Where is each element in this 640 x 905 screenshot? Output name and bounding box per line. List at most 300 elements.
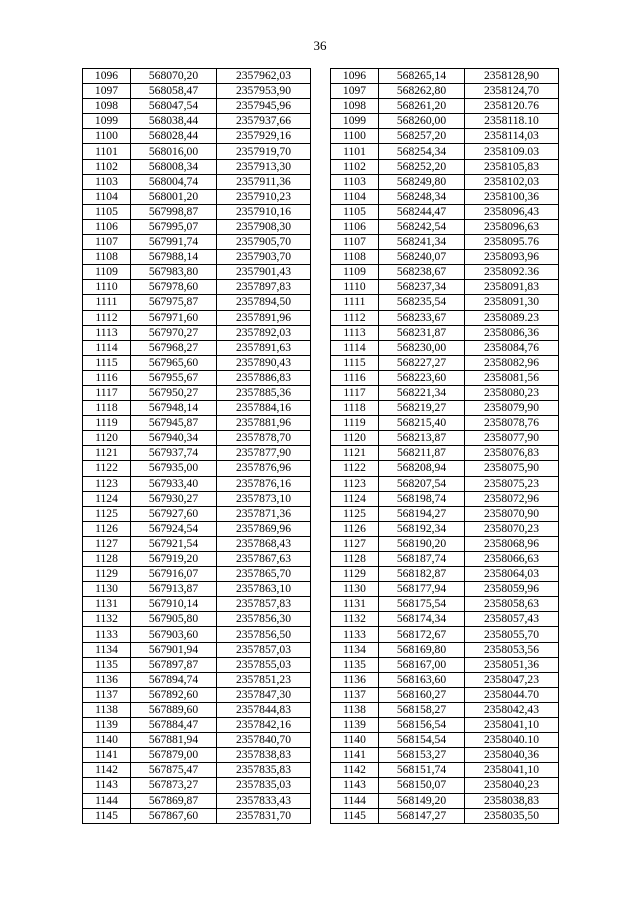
left-x-coordinate-cell: 567916,07 bbox=[131, 567, 217, 582]
table-row bbox=[83, 129, 559, 144]
table-row bbox=[83, 401, 559, 416]
table-row bbox=[83, 385, 559, 400]
column-gap bbox=[311, 280, 331, 295]
right-y-coordinate-cell: 2358105,83 bbox=[465, 159, 559, 174]
right-x-coordinate-cell: 568260,00 bbox=[379, 114, 465, 129]
column-gap bbox=[311, 687, 331, 702]
right-y-coordinate-cell: 2358041,10 bbox=[465, 763, 559, 778]
left-y-coordinate-cell: 2357876,96 bbox=[217, 461, 311, 476]
left-y-coordinate-cell: 2357891,63 bbox=[217, 340, 311, 355]
column-gap bbox=[311, 310, 331, 325]
right-y-coordinate-cell: 2358040,23 bbox=[465, 778, 559, 793]
right-x-coordinate-cell: 568154,54 bbox=[379, 733, 465, 748]
table-row bbox=[83, 280, 559, 295]
left-y-coordinate-cell: 2357884,16 bbox=[217, 401, 311, 416]
right-y-coordinate-cell: 2358092.36 bbox=[465, 265, 559, 280]
table-row bbox=[83, 778, 559, 793]
right-y-coordinate-cell: 2358066,63 bbox=[465, 552, 559, 567]
column-gap bbox=[311, 748, 331, 763]
table-row bbox=[83, 793, 559, 808]
table-row bbox=[83, 718, 559, 733]
left-point-number-cell: 1120 bbox=[83, 431, 131, 446]
left-x-coordinate-cell: 567869,87 bbox=[131, 793, 217, 808]
left-point-number-cell: 1137 bbox=[83, 687, 131, 702]
right-y-coordinate-cell: 2358058,63 bbox=[465, 597, 559, 612]
right-x-coordinate-cell: 568182,87 bbox=[379, 567, 465, 582]
right-y-coordinate-cell: 2358059,96 bbox=[465, 582, 559, 597]
right-y-coordinate-cell: 2358096,43 bbox=[465, 204, 559, 219]
right-x-coordinate-cell: 568172,67 bbox=[379, 627, 465, 642]
left-point-number-cell: 1109 bbox=[83, 265, 131, 280]
table-row bbox=[83, 552, 559, 567]
right-point-number-cell: 1145 bbox=[331, 808, 379, 823]
left-y-coordinate-cell: 2357857,83 bbox=[217, 597, 311, 612]
left-x-coordinate-cell: 567975,87 bbox=[131, 295, 217, 310]
right-x-coordinate-cell: 568190,20 bbox=[379, 536, 465, 551]
column-gap bbox=[311, 642, 331, 657]
left-point-number-cell: 1108 bbox=[83, 250, 131, 265]
right-y-coordinate-cell: 2358124,70 bbox=[465, 84, 559, 99]
left-x-coordinate-cell: 567897,87 bbox=[131, 657, 217, 672]
left-point-number-cell: 1105 bbox=[83, 204, 131, 219]
left-y-coordinate-cell: 2357868,43 bbox=[217, 536, 311, 551]
right-point-number-cell: 1142 bbox=[331, 763, 379, 778]
left-x-coordinate-cell: 567913,87 bbox=[131, 582, 217, 597]
right-y-coordinate-cell: 2358040,36 bbox=[465, 748, 559, 763]
right-x-coordinate-cell: 568231,87 bbox=[379, 325, 465, 340]
right-point-number-cell: 1104 bbox=[331, 189, 379, 204]
right-point-number-cell: 1141 bbox=[331, 748, 379, 763]
column-gap bbox=[311, 702, 331, 717]
right-point-number-cell: 1138 bbox=[331, 702, 379, 717]
left-y-coordinate-cell: 2357847,30 bbox=[217, 687, 311, 702]
left-y-coordinate-cell: 2357869,96 bbox=[217, 521, 311, 536]
left-y-coordinate-cell: 2357892,03 bbox=[217, 325, 311, 340]
column-gap bbox=[311, 793, 331, 808]
left-point-number-cell: 1133 bbox=[83, 627, 131, 642]
left-y-coordinate-cell: 2357885,36 bbox=[217, 385, 311, 400]
right-point-number-cell: 1140 bbox=[331, 733, 379, 748]
column-gap bbox=[311, 808, 331, 823]
left-y-coordinate-cell: 2357855,03 bbox=[217, 657, 311, 672]
right-y-coordinate-cell: 2358081,56 bbox=[465, 370, 559, 385]
left-point-number-cell: 1111 bbox=[83, 295, 131, 310]
left-y-coordinate-cell: 2357913,30 bbox=[217, 159, 311, 174]
table-row bbox=[83, 506, 559, 521]
right-y-coordinate-cell: 2358114,03 bbox=[465, 129, 559, 144]
table-row bbox=[83, 250, 559, 265]
right-point-number-cell: 1101 bbox=[331, 144, 379, 159]
table-row bbox=[83, 114, 559, 129]
right-x-coordinate-cell: 568169,80 bbox=[379, 642, 465, 657]
left-x-coordinate-cell: 567894,74 bbox=[131, 672, 217, 687]
left-x-coordinate-cell: 567971,60 bbox=[131, 310, 217, 325]
left-point-number-cell: 1097 bbox=[83, 84, 131, 99]
left-y-coordinate-cell: 2357871,36 bbox=[217, 506, 311, 521]
right-y-coordinate-cell: 2358086,36 bbox=[465, 325, 559, 340]
right-x-coordinate-cell: 568158,27 bbox=[379, 702, 465, 717]
left-x-coordinate-cell: 567867,60 bbox=[131, 808, 217, 823]
right-point-number-cell: 1143 bbox=[331, 778, 379, 793]
left-point-number-cell: 1128 bbox=[83, 552, 131, 567]
right-x-coordinate-cell: 568235,54 bbox=[379, 295, 465, 310]
right-x-coordinate-cell: 568160,27 bbox=[379, 687, 465, 702]
table-row bbox=[83, 99, 559, 114]
table-row bbox=[83, 265, 559, 280]
left-y-coordinate-cell: 2357873,10 bbox=[217, 491, 311, 506]
right-x-coordinate-cell: 568198,74 bbox=[379, 491, 465, 506]
left-point-number-cell: 1135 bbox=[83, 657, 131, 672]
left-point-number-cell: 1098 bbox=[83, 99, 131, 114]
left-x-coordinate-cell: 567965,60 bbox=[131, 355, 217, 370]
column-gap bbox=[311, 733, 331, 748]
left-x-coordinate-cell: 568004,74 bbox=[131, 174, 217, 189]
left-y-coordinate-cell: 2357929,16 bbox=[217, 129, 311, 144]
left-x-coordinate-cell: 567910,14 bbox=[131, 597, 217, 612]
right-y-coordinate-cell: 2358077,90 bbox=[465, 431, 559, 446]
left-y-coordinate-cell: 2357867,63 bbox=[217, 552, 311, 567]
column-gap bbox=[311, 69, 331, 84]
right-y-coordinate-cell: 2358055,70 bbox=[465, 627, 559, 642]
column-gap bbox=[311, 763, 331, 778]
left-x-coordinate-cell: 568047,54 bbox=[131, 99, 217, 114]
table-row bbox=[83, 521, 559, 536]
right-x-coordinate-cell: 568174,34 bbox=[379, 612, 465, 627]
right-x-coordinate-cell: 568167,00 bbox=[379, 657, 465, 672]
right-point-number-cell: 1137 bbox=[331, 687, 379, 702]
left-y-coordinate-cell: 2357891,96 bbox=[217, 310, 311, 325]
left-x-coordinate-cell: 567988,14 bbox=[131, 250, 217, 265]
right-x-coordinate-cell: 568153,27 bbox=[379, 748, 465, 763]
left-y-coordinate-cell: 2357835,03 bbox=[217, 778, 311, 793]
right-y-coordinate-cell: 2358076,83 bbox=[465, 446, 559, 461]
right-point-number-cell: 1100 bbox=[331, 129, 379, 144]
left-y-coordinate-cell: 2357878,70 bbox=[217, 431, 311, 446]
left-x-coordinate-cell: 568038,44 bbox=[131, 114, 217, 129]
left-point-number-cell: 1127 bbox=[83, 536, 131, 551]
right-y-coordinate-cell: 2358051,36 bbox=[465, 657, 559, 672]
right-x-coordinate-cell: 568215,40 bbox=[379, 416, 465, 431]
left-point-number-cell: 1119 bbox=[83, 416, 131, 431]
table-row bbox=[83, 612, 559, 627]
column-gap bbox=[311, 627, 331, 642]
column-gap bbox=[311, 340, 331, 355]
right-x-coordinate-cell: 568227,27 bbox=[379, 355, 465, 370]
left-y-coordinate-cell: 2357857,03 bbox=[217, 642, 311, 657]
left-point-number-cell: 1138 bbox=[83, 702, 131, 717]
right-y-coordinate-cell: 2358100,36 bbox=[465, 189, 559, 204]
table-row bbox=[83, 748, 559, 763]
right-point-number-cell: 1105 bbox=[331, 204, 379, 219]
right-x-coordinate-cell: 568156,54 bbox=[379, 718, 465, 733]
right-x-coordinate-cell: 568261,20 bbox=[379, 99, 465, 114]
right-y-coordinate-cell: 2358082,96 bbox=[465, 355, 559, 370]
right-y-coordinate-cell: 2358075,90 bbox=[465, 461, 559, 476]
left-y-coordinate-cell: 2357863,10 bbox=[217, 582, 311, 597]
left-x-coordinate-cell: 567881,94 bbox=[131, 733, 217, 748]
right-x-coordinate-cell: 568240,07 bbox=[379, 250, 465, 265]
right-y-coordinate-cell: 2358068,96 bbox=[465, 536, 559, 551]
table-row bbox=[83, 582, 559, 597]
left-x-coordinate-cell: 567927,60 bbox=[131, 506, 217, 521]
left-x-coordinate-cell: 567919,20 bbox=[131, 552, 217, 567]
left-x-coordinate-cell: 567950,27 bbox=[131, 385, 217, 400]
right-point-number-cell: 1130 bbox=[331, 582, 379, 597]
left-y-coordinate-cell: 2357856,50 bbox=[217, 627, 311, 642]
right-point-number-cell: 1109 bbox=[331, 265, 379, 280]
table-row bbox=[83, 431, 559, 446]
left-x-coordinate-cell: 567978,60 bbox=[131, 280, 217, 295]
column-gap bbox=[311, 204, 331, 219]
right-point-number-cell: 1098 bbox=[331, 99, 379, 114]
right-x-coordinate-cell: 568230,00 bbox=[379, 340, 465, 355]
left-point-number-cell: 1140 bbox=[83, 733, 131, 748]
left-point-number-cell: 1110 bbox=[83, 280, 131, 295]
left-point-number-cell: 1129 bbox=[83, 567, 131, 582]
column-gap bbox=[311, 778, 331, 793]
left-y-coordinate-cell: 2357911,36 bbox=[217, 174, 311, 189]
left-x-coordinate-cell: 567945,87 bbox=[131, 416, 217, 431]
right-y-coordinate-cell: 2358057,43 bbox=[465, 612, 559, 627]
right-x-coordinate-cell: 568249,80 bbox=[379, 174, 465, 189]
table-row bbox=[83, 144, 559, 159]
column-gap bbox=[311, 189, 331, 204]
left-point-number-cell: 1143 bbox=[83, 778, 131, 793]
left-y-coordinate-cell: 2357877,90 bbox=[217, 446, 311, 461]
table-row bbox=[83, 416, 559, 431]
left-x-coordinate-cell: 567884,47 bbox=[131, 718, 217, 733]
column-gap bbox=[311, 521, 331, 536]
right-x-coordinate-cell: 568237,34 bbox=[379, 280, 465, 295]
left-point-number-cell: 1134 bbox=[83, 642, 131, 657]
left-point-number-cell: 1116 bbox=[83, 370, 131, 385]
right-point-number-cell: 1107 bbox=[331, 235, 379, 250]
right-y-coordinate-cell: 2358091,30 bbox=[465, 295, 559, 310]
table-row bbox=[83, 733, 559, 748]
left-point-number-cell: 1121 bbox=[83, 446, 131, 461]
left-y-coordinate-cell: 2357833,43 bbox=[217, 793, 311, 808]
left-point-number-cell: 1132 bbox=[83, 612, 131, 627]
right-point-number-cell: 1128 bbox=[331, 552, 379, 567]
right-point-number-cell: 1097 bbox=[331, 84, 379, 99]
table-row bbox=[83, 763, 559, 778]
left-point-number-cell: 1145 bbox=[83, 808, 131, 823]
column-gap bbox=[311, 144, 331, 159]
table-row bbox=[83, 69, 559, 84]
right-y-coordinate-cell: 2358064,03 bbox=[465, 567, 559, 582]
left-x-coordinate-cell: 567970,27 bbox=[131, 325, 217, 340]
left-point-number-cell: 1118 bbox=[83, 401, 131, 416]
right-point-number-cell: 1139 bbox=[331, 718, 379, 733]
column-gap bbox=[311, 84, 331, 99]
right-y-coordinate-cell: 2358128,90 bbox=[465, 69, 559, 84]
right-x-coordinate-cell: 568219,27 bbox=[379, 401, 465, 416]
column-gap bbox=[311, 370, 331, 385]
right-x-coordinate-cell: 568213,87 bbox=[379, 431, 465, 446]
right-x-coordinate-cell: 568265,14 bbox=[379, 69, 465, 84]
column-gap bbox=[311, 657, 331, 672]
right-y-coordinate-cell: 2358089.23 bbox=[465, 310, 559, 325]
table-row bbox=[83, 642, 559, 657]
right-x-coordinate-cell: 568221,34 bbox=[379, 385, 465, 400]
right-y-coordinate-cell: 2358091,83 bbox=[465, 280, 559, 295]
right-point-number-cell: 1133 bbox=[331, 627, 379, 642]
right-y-coordinate-cell: 2358096,63 bbox=[465, 219, 559, 234]
column-gap bbox=[311, 718, 331, 733]
right-y-coordinate-cell: 2358080,23 bbox=[465, 385, 559, 400]
right-x-coordinate-cell: 568192,34 bbox=[379, 521, 465, 536]
table-row bbox=[83, 476, 559, 491]
right-point-number-cell: 1096 bbox=[331, 69, 379, 84]
right-x-coordinate-cell: 568175,54 bbox=[379, 597, 465, 612]
left-x-coordinate-cell: 567930,27 bbox=[131, 491, 217, 506]
table-row bbox=[83, 159, 559, 174]
left-point-number-cell: 1125 bbox=[83, 506, 131, 521]
left-x-coordinate-cell: 567983,80 bbox=[131, 265, 217, 280]
left-x-coordinate-cell: 567879,00 bbox=[131, 748, 217, 763]
right-x-coordinate-cell: 568150,07 bbox=[379, 778, 465, 793]
right-x-coordinate-cell: 568177,94 bbox=[379, 582, 465, 597]
right-point-number-cell: 1114 bbox=[331, 340, 379, 355]
left-x-coordinate-cell: 567933,40 bbox=[131, 476, 217, 491]
left-y-coordinate-cell: 2357945,96 bbox=[217, 99, 311, 114]
right-y-coordinate-cell: 2358095.76 bbox=[465, 235, 559, 250]
right-point-number-cell: 1127 bbox=[331, 536, 379, 551]
right-point-number-cell: 1119 bbox=[331, 416, 379, 431]
table-row bbox=[83, 536, 559, 551]
right-y-coordinate-cell: 2358118.10 bbox=[465, 114, 559, 129]
left-x-coordinate-cell: 567991,74 bbox=[131, 235, 217, 250]
left-point-number-cell: 1144 bbox=[83, 793, 131, 808]
left-y-coordinate-cell: 2357919,70 bbox=[217, 144, 311, 159]
left-point-number-cell: 1124 bbox=[83, 491, 131, 506]
left-point-number-cell: 1102 bbox=[83, 159, 131, 174]
right-x-coordinate-cell: 568242,54 bbox=[379, 219, 465, 234]
right-x-coordinate-cell: 568208,94 bbox=[379, 461, 465, 476]
right-y-coordinate-cell: 2358041,10 bbox=[465, 718, 559, 733]
right-point-number-cell: 1135 bbox=[331, 657, 379, 672]
right-point-number-cell: 1113 bbox=[331, 325, 379, 340]
left-y-coordinate-cell: 2357901,43 bbox=[217, 265, 311, 280]
right-point-number-cell: 1121 bbox=[331, 446, 379, 461]
table-row bbox=[83, 295, 559, 310]
left-point-number-cell: 1139 bbox=[83, 718, 131, 733]
column-gap bbox=[311, 612, 331, 627]
table-row bbox=[83, 355, 559, 370]
left-y-coordinate-cell: 2357908,30 bbox=[217, 219, 311, 234]
right-point-number-cell: 1123 bbox=[331, 476, 379, 491]
right-point-number-cell: 1132 bbox=[331, 612, 379, 627]
right-point-number-cell: 1110 bbox=[331, 280, 379, 295]
right-point-number-cell: 1125 bbox=[331, 506, 379, 521]
coordinates-table bbox=[82, 68, 559, 824]
right-y-coordinate-cell: 2358120.76 bbox=[465, 99, 559, 114]
left-point-number-cell: 1141 bbox=[83, 748, 131, 763]
left-x-coordinate-cell: 567995,07 bbox=[131, 219, 217, 234]
right-y-coordinate-cell: 2358070,23 bbox=[465, 521, 559, 536]
left-y-coordinate-cell: 2357844,83 bbox=[217, 702, 311, 717]
right-x-coordinate-cell: 568223,60 bbox=[379, 370, 465, 385]
left-point-number-cell: 1106 bbox=[83, 219, 131, 234]
left-x-coordinate-cell: 567948,14 bbox=[131, 401, 217, 416]
right-point-number-cell: 1129 bbox=[331, 567, 379, 582]
left-x-coordinate-cell: 568008,34 bbox=[131, 159, 217, 174]
column-gap bbox=[311, 567, 331, 582]
left-point-number-cell: 1103 bbox=[83, 174, 131, 189]
left-y-coordinate-cell: 2357831,70 bbox=[217, 808, 311, 823]
right-x-coordinate-cell: 568254,34 bbox=[379, 144, 465, 159]
left-y-coordinate-cell: 2357851,23 bbox=[217, 672, 311, 687]
right-point-number-cell: 1144 bbox=[331, 793, 379, 808]
right-y-coordinate-cell: 2358038,83 bbox=[465, 793, 559, 808]
table-row bbox=[83, 461, 559, 476]
right-point-number-cell: 1134 bbox=[331, 642, 379, 657]
table-row bbox=[83, 370, 559, 385]
right-x-coordinate-cell: 568194,27 bbox=[379, 506, 465, 521]
right-point-number-cell: 1118 bbox=[331, 401, 379, 416]
left-x-coordinate-cell: 567940,34 bbox=[131, 431, 217, 446]
left-y-coordinate-cell: 2357856,30 bbox=[217, 612, 311, 627]
left-y-coordinate-cell: 2357897,83 bbox=[217, 280, 311, 295]
right-y-coordinate-cell: 2358042,43 bbox=[465, 702, 559, 717]
right-x-coordinate-cell: 568262,80 bbox=[379, 84, 465, 99]
column-gap bbox=[311, 325, 331, 340]
right-x-coordinate-cell: 568211,87 bbox=[379, 446, 465, 461]
table-row bbox=[83, 491, 559, 506]
right-y-coordinate-cell: 2358078,76 bbox=[465, 416, 559, 431]
right-point-number-cell: 1111 bbox=[331, 295, 379, 310]
right-x-coordinate-cell: 568151,74 bbox=[379, 763, 465, 778]
right-point-number-cell: 1103 bbox=[331, 174, 379, 189]
left-y-coordinate-cell: 2357881,96 bbox=[217, 416, 311, 431]
left-point-number-cell: 1126 bbox=[83, 521, 131, 536]
left-y-coordinate-cell: 2357840,70 bbox=[217, 733, 311, 748]
right-y-coordinate-cell: 2358093,96 bbox=[465, 250, 559, 265]
left-y-coordinate-cell: 2357890,43 bbox=[217, 355, 311, 370]
right-point-number-cell: 1115 bbox=[331, 355, 379, 370]
left-point-number-cell: 1099 bbox=[83, 114, 131, 129]
coordinates-table-body bbox=[83, 69, 559, 824]
left-point-number-cell: 1122 bbox=[83, 461, 131, 476]
left-x-coordinate-cell: 568058,47 bbox=[131, 84, 217, 99]
right-x-coordinate-cell: 568248,34 bbox=[379, 189, 465, 204]
left-x-coordinate-cell: 568070,20 bbox=[131, 69, 217, 84]
left-x-coordinate-cell: 567937,74 bbox=[131, 446, 217, 461]
left-y-coordinate-cell: 2357903,70 bbox=[217, 250, 311, 265]
right-point-number-cell: 1106 bbox=[331, 219, 379, 234]
left-x-coordinate-cell: 567892,60 bbox=[131, 687, 217, 702]
left-y-coordinate-cell: 2357876,16 bbox=[217, 476, 311, 491]
table-row bbox=[83, 84, 559, 99]
table-row bbox=[83, 204, 559, 219]
left-y-coordinate-cell: 2357910,16 bbox=[217, 204, 311, 219]
left-point-number-cell: 1117 bbox=[83, 385, 131, 400]
right-y-coordinate-cell: 2358072,96 bbox=[465, 491, 559, 506]
left-y-coordinate-cell: 2357865,70 bbox=[217, 567, 311, 582]
table-row bbox=[83, 310, 559, 325]
column-gap bbox=[311, 99, 331, 114]
table-row bbox=[83, 702, 559, 717]
right-y-coordinate-cell: 2358047,23 bbox=[465, 672, 559, 687]
column-gap bbox=[311, 416, 331, 431]
column-gap bbox=[311, 476, 331, 491]
table-row bbox=[83, 235, 559, 250]
right-y-coordinate-cell: 2358084,76 bbox=[465, 340, 559, 355]
right-x-coordinate-cell: 568233,67 bbox=[379, 310, 465, 325]
right-point-number-cell: 1131 bbox=[331, 597, 379, 612]
right-x-coordinate-cell: 568187,74 bbox=[379, 552, 465, 567]
right-y-coordinate-cell: 2358109.03 bbox=[465, 144, 559, 159]
